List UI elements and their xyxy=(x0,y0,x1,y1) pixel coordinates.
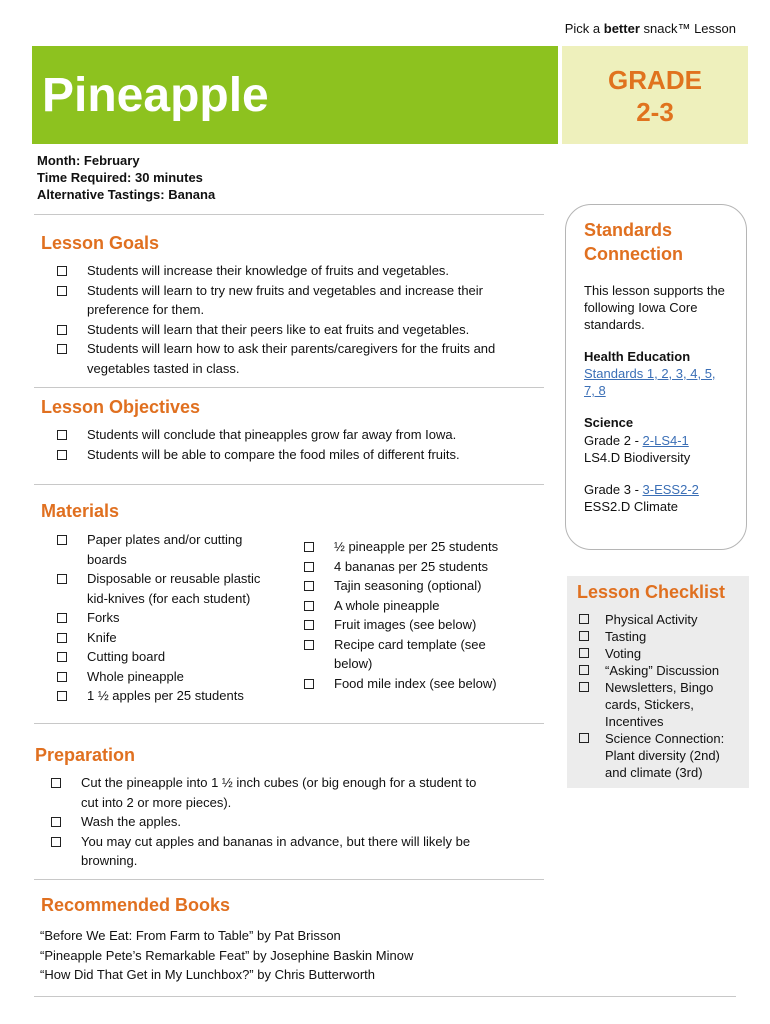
checkbox-icon xyxy=(57,691,67,701)
checkbox-icon xyxy=(51,778,61,788)
checkbox-icon xyxy=(51,817,61,827)
list-item: Recipe card template (see below) xyxy=(304,635,519,674)
grade3-standard-link[interactable]: 3-ESS2-2 xyxy=(642,482,699,497)
books-heading: Recommended Books xyxy=(41,895,231,915)
checkbox-icon[interactable] xyxy=(579,614,589,624)
checkbox-icon[interactable] xyxy=(579,648,589,658)
list-item: Forks xyxy=(57,608,277,628)
science-label: Science xyxy=(584,415,634,430)
checkbox-icon[interactable] xyxy=(579,631,589,641)
list-item: Wash the apples. xyxy=(51,812,496,832)
checkbox-icon xyxy=(304,542,314,552)
list-item: Tajin seasoning (optional) xyxy=(304,576,519,596)
checkbox-icon xyxy=(304,620,314,630)
list-item: Students will learn to try new fruits and vegetables and increase their preference for them. xyxy=(57,281,527,320)
list-item: Students will learn that their peers like to eat fruits and vegetables. xyxy=(57,320,527,340)
checkbox-icon xyxy=(51,837,61,847)
checkbox-icon xyxy=(57,430,67,440)
checklist-item[interactable]: “Asking” Discussion xyxy=(579,662,739,679)
grade-label: GRADE xyxy=(608,65,702,95)
checkbox-icon xyxy=(57,613,67,623)
grade-level: 2-3 xyxy=(636,97,674,127)
meta-alternative: Alternative Tastings: Banana xyxy=(37,187,216,202)
checklist-item[interactable]: Voting xyxy=(579,645,739,662)
list-item: Knife xyxy=(57,628,277,648)
lesson-tagline: Pick a better snack™ Lesson xyxy=(564,21,736,36)
checklist-item[interactable]: Tasting xyxy=(579,628,739,645)
list-item: Students will conclude that pineapples grow far away from Iowa. xyxy=(57,425,527,445)
checkbox-icon xyxy=(57,450,67,460)
grade-badge xyxy=(562,46,748,144)
list-item: 4 bananas per 25 students xyxy=(304,557,519,577)
meta-time: Time Required: 30 minutes xyxy=(37,170,203,185)
checkbox-icon xyxy=(57,633,67,643)
preparation-heading: Preparation xyxy=(35,745,136,765)
grade2-standard: Grade 2 - 2-LS4-1 xyxy=(584,433,689,448)
list-item: Whole pineapple xyxy=(57,667,277,687)
meta-month: Month: February xyxy=(37,153,140,168)
list-item: “Before We Eat: From Farm to Table” by Pat Brisson xyxy=(40,928,341,943)
divider xyxy=(34,387,544,388)
lesson-goals-heading: Lesson Goals xyxy=(41,233,160,253)
checkbox-icon xyxy=(57,672,67,682)
grade2-desc: LS4.D Biodiversity xyxy=(584,450,691,465)
health-education-label: Health Education xyxy=(584,349,691,364)
list-item: Students will be able to compare the food miles of different fruits. xyxy=(57,445,527,465)
lesson-meta xyxy=(37,152,215,203)
checklist-heading: Lesson Checklist xyxy=(577,582,726,602)
checkbox-icon xyxy=(57,574,67,584)
checklist-item[interactable]: Physical Activity xyxy=(579,611,739,628)
checkbox-icon xyxy=(304,601,314,611)
list-item: ½ pineapple per 25 students xyxy=(304,537,519,557)
checkbox-icon[interactable] xyxy=(579,682,589,692)
books-list xyxy=(40,926,413,985)
checklist-item[interactable]: Newsletters, Bingo cards, Stickers, Incentives xyxy=(579,679,739,730)
checkbox-icon[interactable] xyxy=(579,665,589,675)
checklist-item[interactable]: Science Connection: Plant diversity (2nd) and climate (3rd) xyxy=(579,730,739,781)
materials-list-right xyxy=(304,537,519,693)
preparation-list xyxy=(51,773,496,871)
lesson-goals-list xyxy=(57,261,527,378)
checkbox-icon xyxy=(57,535,67,545)
list-item: Fruit images (see below) xyxy=(304,615,519,635)
checkbox-icon xyxy=(57,344,67,354)
checkbox-icon xyxy=(57,286,67,296)
materials-heading: Materials xyxy=(41,501,120,521)
lesson-objectives-list xyxy=(57,425,527,464)
divider xyxy=(34,879,544,880)
list-item: “How Did That Get in My Lunchbox?” by Chris Butterworth xyxy=(40,967,376,982)
divider xyxy=(34,723,544,724)
checkbox-icon xyxy=(57,325,67,335)
grade2-standard-link[interactable]: 2-LS4-1 xyxy=(642,433,689,448)
list-item: 1 ½ apples per 25 students xyxy=(57,686,277,706)
title-banner xyxy=(32,46,558,144)
divider xyxy=(34,484,544,485)
list-item: “Pineapple Pete’s Remarkable Feat” by Josephine Baskin Minow xyxy=(40,947,414,963)
list-item: Food mile index (see below) xyxy=(304,674,519,694)
standards-intro: This lesson supports the following Iowa Core standards. xyxy=(584,283,725,332)
grade3-desc: ESS2.D Climate xyxy=(584,499,678,514)
checkbox-icon xyxy=(304,640,314,650)
lesson-checklist-panel xyxy=(567,576,749,788)
list-item: Disposable or reusable plastic kid-knives (for each student) xyxy=(57,569,277,608)
grade3-standard: Grade 3 - 3-ESS2-2 xyxy=(584,482,699,497)
checkbox-icon xyxy=(304,581,314,591)
list-item: You may cut apples and bananas in advance, but there will likely be browning. xyxy=(51,832,496,871)
divider xyxy=(34,214,544,215)
list-item: Cut the pineapple into 1 ½ inch cubes (or big enough for a student to cut into 2 or more pieces). xyxy=(51,773,496,812)
page-title: Pineapple xyxy=(42,69,269,122)
standards-heading: Standards Connection xyxy=(584,220,683,264)
list-item: Cutting board xyxy=(57,647,277,667)
checkbox-icon xyxy=(57,652,67,662)
list-item: Students will increase their knowledge of fruits and vegetables. xyxy=(57,261,527,281)
checkbox-icon xyxy=(304,562,314,572)
materials-list-left xyxy=(57,530,277,706)
list-item: A whole pineapple xyxy=(304,596,519,616)
list-item: Paper plates and/or cutting boards xyxy=(57,530,277,569)
checklist-list xyxy=(579,611,739,781)
list-item: Students will learn how to ask their parents/caregivers for the fruits and vegetables tasted in class. xyxy=(57,339,527,378)
checkbox-icon xyxy=(304,679,314,689)
divider xyxy=(34,996,736,997)
checkbox-icon xyxy=(57,266,67,276)
health-standards-link[interactable]: Standards 1, 2, 3, 4, 5, 7, 8 xyxy=(584,366,716,398)
checkbox-icon[interactable] xyxy=(579,733,589,743)
lesson-objectives-heading: Lesson Objectives xyxy=(41,397,201,417)
